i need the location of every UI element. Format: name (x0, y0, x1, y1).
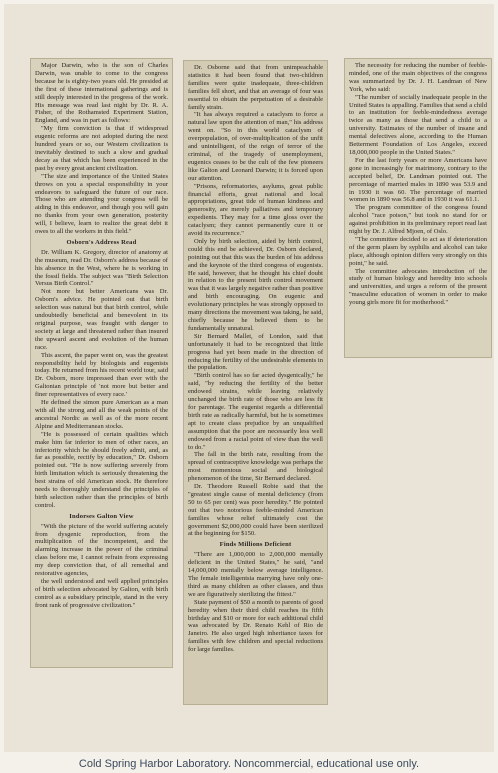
paragraph: "My firm conviction is that if widespread eugenic reforms are not adopted during the next hundred years or so, our Western civilization is inevitably destined to such a slow and gradual decay as that which has been experienced in the past by every great ancient civilization. (35, 125, 168, 172)
subheading: Osborn's Address Read (66, 238, 137, 246)
paragraph: "The committee decided to act as if deterioration of the germ plasm by syphilis and alcohol can take place, although opinion differs very strongly on this point," he said. (349, 235, 487, 267)
paragraph: This ascent, the paper went on, was the greatest responsibility held by biologists and eugenists today. He returned from his recent world tour, said Dr. Osborn, more impressed than ever with the Galtonian principle of 'not more but better and finer representatives of every race.' (35, 351, 168, 399)
paragraph: Dr. Theodore Russell Robie said that the "greatest single cause of mental deficiency (from 50 to 65 per cent) was poor heredity." He pointed out that two notorious feeble-minded American families whose relief ultimately cost the government $2,000,000 could have been sterilized at the beginning for $150. (188, 483, 323, 538)
paragraph: He defined the simon pure American as a man with all the strong and all the weak points of the ancestral Nordic as well as of the more recent Alpine and Mediterranean stocks. (35, 399, 168, 430)
subheading: Indorses Galton View (69, 512, 134, 520)
paragraph: For the last forty years or more Americans have gone in increasingly for matrimony, contrary to the accepted belief, Dr. Landman pointed out. The percentage of married males in 1890 was 53.9 and in 1930 it was 60. The percentage of married women in 1890 was 56.8 and in 1930 it was 61.1. (349, 156, 487, 204)
paragraph: "He is possessed of certain qualities which make him far inferior to men of other races, an inferiority which he should freely admit, and, as far as possible, rectify by education," Dr. Osborn pointed out. "He is now suffering severely from birth limitation which is seriously threatening the best strains of old American stock. He therefore needs to thoroughly understand the principles of birth selection rather than the principles of birth control. (35, 430, 168, 509)
scrapbook-page (4, 4, 494, 752)
paragraph: "The number of socially inadequate people in the United States is appalling. Families that send a child to an institution for feeble-mindedness average twice as many as those that send a child to a university. Estimates of the number of insane and mental defectives alone, according to the Human Betterment Foundation of Los Angeles, exceed 18,000,000 people in the United States." (349, 93, 487, 156)
paragraph: Only by birth selection, aided by birth control, could this end be achieved, Dr. Osborn declared, pointing out that this was the burden of his address and the keynote of the third congress of eugenists. He said, however, that he thought his chief doubt in relation to the present birth control movement was that it was largely negative rather than positive and birth encouraging. On eugenic and evolutionary principles he was strongly opposed to many directions the movement was taking, he said, chiefly because he believed them to be fundamentally unnatural. (188, 237, 323, 332)
paragraph: The committee advocates introduction of the study of human biology and heredity into schools and universities, and urges a reform of the present "masculine education of women in order to make young girls more fit for motherhood." (349, 267, 487, 307)
paragraph: "With the picture of the world suffering acutely from dysgenic reproduction, from the multiplication of the incompetent, and the alarming increase in the power of the criminal class before me, I cannot refrain from expressing my deep conviction that, of all remedial and restorative agencies, (35, 522, 168, 578)
clipping-column-1 (30, 58, 173, 668)
paragraph: "It has always required a cataclysm to force a natural law upon the attention of man," his address went on. "So in this world cataclysm of overpopulation, of over-multiplication of the unfit and unintelligent, of the reign of terror of the criminal, of the tragedy of unemployment, eugenics ceases to be the cult of the few pioneers like Galton and Leonard Darwin; it is forced upon our attention. (188, 111, 323, 182)
paragraph: "Birth control has so far acted dysgenically," he said, "by reducing the fertility of the better endowed strains, while leaving relatively unchanged the birth rate of those who are less fit for parentage. The eugenist regards a differential birth rate as radically harmful, but he is sometimes apt to create class prejudice by an unqualified assumption that the poor are necessarily less well endowed from a racial point of view than the well to do." (188, 372, 323, 451)
paragraph: Dr. Osborne said that from unimpeachable statistics it had been found that two-children families were quite inadequate, three-children families fell short, and that an average of four was essential to obtain the perpetuation of a desirable family strain. (188, 64, 323, 111)
paragraph: Major Darwin, who is the son of Charles Darwin, was unable to come to the congress because he is eighty-two years old. He presided at the first of these international gatherings and is still deeply interested in the progress of the work. His message was read last night by Dr. R. A. Fisher, of the Rothamsted Experiment Station, England, and was in part as follows: (35, 62, 168, 125)
paragraph: State payment of $50 a month to parents of good heredity when their third child reaches its fifth birthday and $10 or more for each additional child was advocated by Dr. Renato Kehl of Rio de Janeiro. He also urged high inheritance taxes for families with few children and special reductions for large families. (188, 598, 323, 654)
paragraph: Sir Bernard Mallet, of London, said that unfortunately it had to be recognized that little progress had yet been made in the direction of reducing the fertility of the undesirable elements in the population. (188, 332, 323, 372)
paragraph: Dr. William K. Gregory, director of anatomy at the museum, read Dr. Osborn's address because of his absence in the West, where he is working in the fossil fields. The subject was "Birth Selection Versus Birth Control." (35, 248, 168, 288)
clipping-column-2 (183, 60, 328, 705)
clipping-column-3 (344, 58, 492, 358)
paragraph: Not more but better Americans was Dr. Osborn's advice. He pointed out that birth selection was natural but that birth control, while undoubtedly beneficial and benevolent in its original purpose, was fraught with danger to society at large and threatened rather than insured the upward ascent and evolution of the human race. (35, 288, 168, 351)
paragraph: The program committee of the congress found alcohol "race poison," but took no stand for or against prohibition in its preliminary report read last night by Dr. J. Alfred Mjoen, of Oslo. (349, 204, 487, 236)
paragraph: The fall in the birth rate, resulting from the spread of contraceptive knowledge was perhaps the most momentous social and biological phenomenon of the time, Sir Bernard declared. (188, 451, 323, 483)
paragraph: "The size and importance of the United States throws on you a special responsibility in your endeavors to safeguard the future of our race. Those who are attending your congress will be aiding in this endeavor, and though you will gain no thanks from your own generation, posterity will, I believe, learn to realize the great debt it owes to all the workers in this field." (35, 172, 168, 236)
paragraph: the well understood and well applied principles of birth selection advocated by Galton, with birth control as a subsidiary principle, stand in the very front rank of progressive civilization." (35, 578, 168, 609)
paragraph: The necessity for reducing the number of feeble-minded, one of the main objectives of the congress was summarized by Dr. J. H. Landman of New York, who said: (349, 62, 487, 93)
archive-footer: Cold Spring Harbor Laboratory. Noncommercial, educational use only. (78, 758, 420, 770)
subheading: Finds Millions Deficient (219, 541, 292, 549)
paragraph: "There are 1,000,000 to 2,000,000 mentally deficient in the United States," he said, "and 14,000,000 mentally below average intelligence. The female intelligentsia marrying have only one-third as many children as other classes, and thus we are figuratively sterilizing the fittest." (188, 551, 323, 598)
paragraph: "Prisons, reformatories, asylums, great public financial efforts, great national and local appropriations, great tide of human kindness and generosity, are merely palliatives and temporary expedients. They may for a time gloss over the cataclysm; they cannot permanently cure it or avoid its recurrence." (188, 182, 323, 238)
